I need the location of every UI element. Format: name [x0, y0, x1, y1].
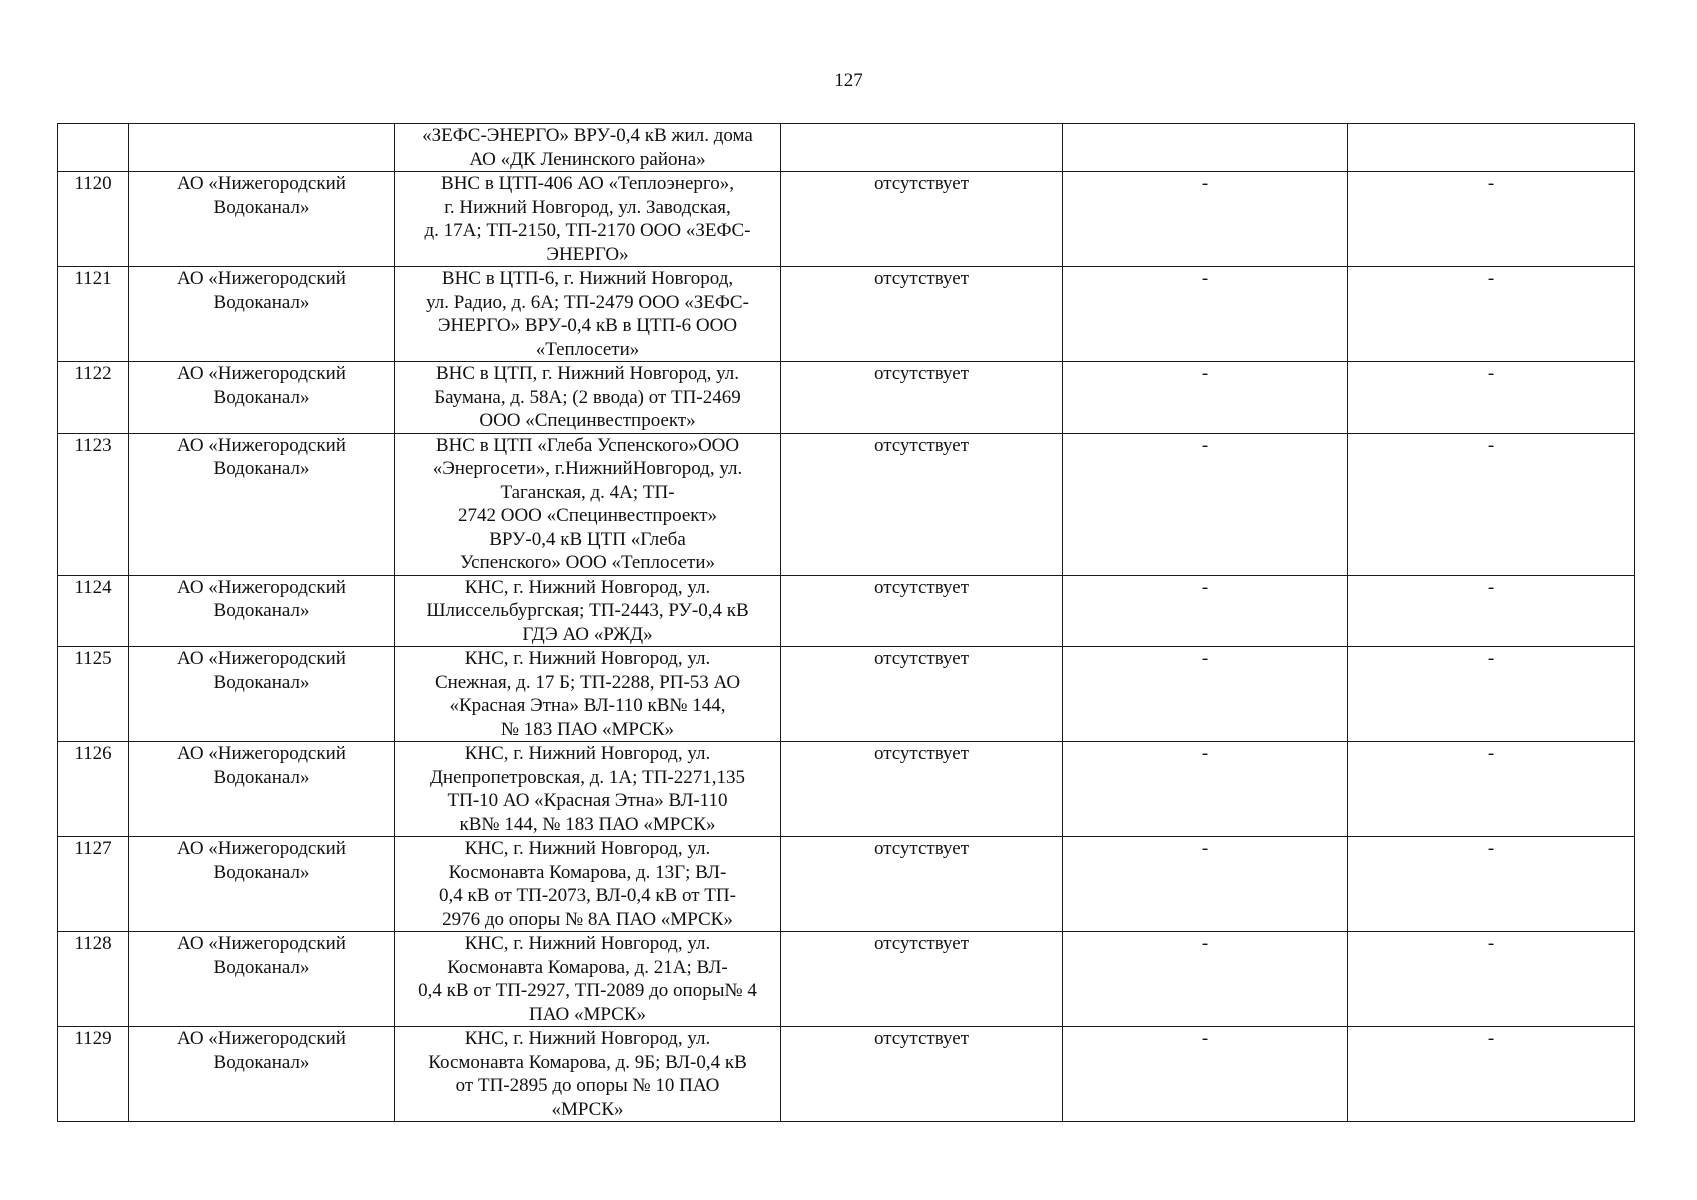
table-row: [58, 647, 1635, 742]
owner-cell: АО «Нижегородский Водоканал»: [129, 267, 395, 362]
col6-cell: -: [1348, 575, 1635, 647]
status-cell: отсутствует: [781, 837, 1063, 932]
col5-cell: -: [1063, 575, 1348, 647]
object-cell: КНС, г. Нижний Новгород, ул. Космонавта Комарова, д. 13Г; ВЛ- 0,4 кВ от ТП-2073, ВЛ-0,4 кВ от ТП- 2976 до опоры № 8А ПАО «МРСК»: [395, 837, 781, 932]
object-cell: КНС, г. Нижний Новгород, ул. Снежная, д. 17 Б; ТП-2288, РП-53 АО «Красная Этна» ВЛ-110 кВ№ 144, № 183 ПАО «МРСК»: [395, 647, 781, 742]
col5-cell: -: [1063, 742, 1348, 837]
status-cell: отсутствует: [781, 575, 1063, 647]
status-cell: отсутствует: [781, 362, 1063, 434]
row-number-cell: 1125: [58, 647, 129, 742]
table-row: [58, 575, 1635, 647]
owner-cell: АО «Нижегородский Водоканал»: [129, 837, 395, 932]
col5-cell: -: [1063, 1027, 1348, 1122]
col6-cell: -: [1348, 647, 1635, 742]
owner-cell: АО «Нижегородский Водоканал»: [129, 932, 395, 1027]
col6-cell: -: [1348, 837, 1635, 932]
table-row: [58, 172, 1635, 267]
row-number-cell: 1123: [58, 433, 129, 575]
object-cell: КНС, г. Нижний Новгород, ул. Космонавта Комарова, д. 9Б; ВЛ-0,4 кВ от ТП-2895 до опоры № 10 ПАО «МРСК»: [395, 1027, 781, 1122]
table-row: [58, 1027, 1635, 1122]
object-cell: КНС, г. Нижний Новгород, ул. Днепропетровская, д. 1А; ТП-2271,135 ТП-10 АО «Красная Этна» ВЛ-110 кВ№ 144, № 183 ПАО «МРСК»: [395, 742, 781, 837]
col6-cell: -: [1348, 172, 1635, 267]
col5-cell: -: [1063, 362, 1348, 434]
owner-cell: АО «Нижегородский Водоканал»: [129, 742, 395, 837]
table-row: [58, 837, 1635, 932]
status-cell: отсутствует: [781, 932, 1063, 1027]
row-number-cell: 1128: [58, 932, 129, 1027]
status-cell: отсутствует: [781, 742, 1063, 837]
col6-cell: -: [1348, 267, 1635, 362]
col6-cell: -: [1348, 932, 1635, 1027]
col5-cell: -: [1063, 932, 1348, 1027]
table-row: [58, 267, 1635, 362]
status-cell: отсутствует: [781, 267, 1063, 362]
col6-cell: -: [1348, 433, 1635, 575]
row-number-cell: 1120: [58, 172, 129, 267]
owner-cell: АО «Нижегородский Водоканал»: [129, 647, 395, 742]
col5-cell: -: [1063, 267, 1348, 362]
table-row: [58, 124, 1635, 172]
col5-cell: -: [1063, 172, 1348, 267]
table-row: [58, 932, 1635, 1027]
row-number-cell: 1126: [58, 742, 129, 837]
page-number: 127: [834, 70, 863, 91]
col6-cell: -: [1348, 742, 1635, 837]
col5-cell: -: [1063, 837, 1348, 932]
row-number-cell: [58, 124, 129, 172]
col6-cell: [1348, 124, 1635, 172]
owner-cell: АО «Нижегородский Водоканал»: [129, 362, 395, 434]
col5-cell: [1063, 124, 1348, 172]
table-row: [58, 362, 1635, 434]
object-cell: ВНС в ЦТП «Глеба Успенского»ООО «Энергосети», г.НижнийНовгород, ул. Таганская, д. 4А; ТП- 2742 ООО «Специнвестпроект» ВРУ-0,4 кВ ЦТП «Глеба Успенского» ООО «Теплосети»: [395, 433, 781, 575]
row-number-cell: 1124: [58, 575, 129, 647]
row-number-cell: 1129: [58, 1027, 129, 1122]
col5-cell: -: [1063, 647, 1348, 742]
table-row: [58, 433, 1635, 575]
status-cell: отсутствует: [781, 172, 1063, 267]
row-number-cell: 1127: [58, 837, 129, 932]
object-cell: «ЗЕФС-ЭНЕРГО» ВРУ-0,4 кВ жил. дома АО «ДК Ленинского района»: [395, 124, 781, 172]
table-row: [58, 742, 1635, 837]
col5-cell: -: [1063, 433, 1348, 575]
owner-cell: АО «Нижегородский Водоканал»: [129, 1027, 395, 1122]
object-cell: ВНС в ЦТП-6, г. Нижний Новгород, ул. Радио, д. 6А; ТП-2479 ООО «ЗЕФС- ЭНЕРГО» ВРУ-0,4 кВ в ЦТП-6 ООО «Теплосети»: [395, 267, 781, 362]
col6-cell: -: [1348, 362, 1635, 434]
status-cell: [781, 124, 1063, 172]
status-cell: отсутствует: [781, 1027, 1063, 1122]
object-cell: КНС, г. Нижний Новгород, ул. Шлиссельбургская; ТП-2443, РУ-0,4 кВ ГДЭ АО «РЖД»: [395, 575, 781, 647]
owner-cell: [129, 124, 395, 172]
object-cell: КНС, г. Нижний Новгород, ул. Космонавта Комарова, д. 21А; ВЛ- 0,4 кВ от ТП-2927, ТП-2089 до опоры№ 4 ПАО «МРСК»: [395, 932, 781, 1027]
owner-cell: АО «Нижегородский Водоканал»: [129, 172, 395, 267]
status-cell: отсутствует: [781, 647, 1063, 742]
object-cell: ВНС в ЦТП-406 АО «Теплоэнерго», г. Нижний Новгород, ул. Заводская, д. 17А; ТП-2150, ТП-2170 ООО «ЗЕФС- ЭНЕРГО»: [395, 172, 781, 267]
registry-table: [57, 123, 1635, 1122]
row-number-cell: 1121: [58, 267, 129, 362]
owner-cell: АО «Нижегородский Водоканал»: [129, 575, 395, 647]
owner-cell: АО «Нижегородский Водоканал»: [129, 433, 395, 575]
object-cell: ВНС в ЦТП, г. Нижний Новгород, ул. Баумана, д. 58А; (2 ввода) от ТП-2469 ООО «Специнвестпроект»: [395, 362, 781, 434]
status-cell: отсутствует: [781, 433, 1063, 575]
row-number-cell: 1122: [58, 362, 129, 434]
col6-cell: -: [1348, 1027, 1635, 1122]
